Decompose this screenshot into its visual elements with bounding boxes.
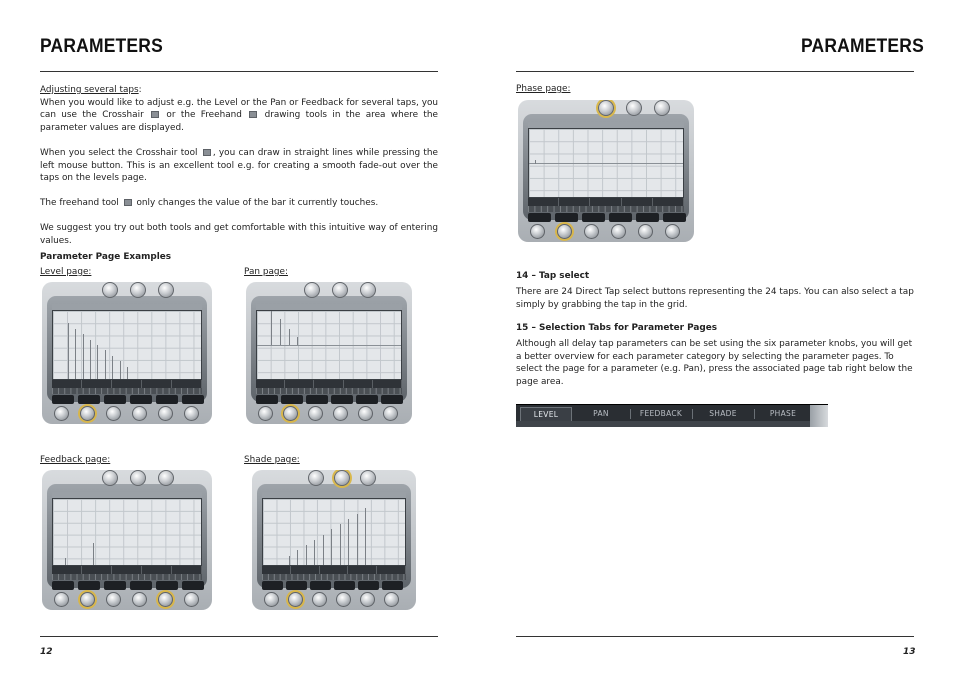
adjusting-section: Adjusting several taps: When you would like to adjust e.g. the Level or the Pan or Feedback for several taps, you can use the Crosshair or the Freehand drawing tools in the area where the parameter values are displayed. bbox=[40, 85, 438, 133]
parameter-tab-strip bbox=[516, 404, 828, 427]
feedback-page-screenshot bbox=[42, 470, 212, 610]
suggestion-paragraph: We suggest you try out both tools and get comfortable with this intuitive way of entering values. bbox=[40, 223, 438, 246]
section-15-body: Although all delay tap parameters can be set using the six parameter knobs, you will get a better overview for each parameter category by selecting the parameter pages. To select the page for a parameter (e.g. Pan), press the associated page tab right below the page area. bbox=[516, 339, 913, 387]
page-number-right: 13 bbox=[903, 647, 916, 657]
freehand-tool-icon bbox=[249, 111, 257, 118]
caption-phase: Phase page: bbox=[516, 84, 571, 94]
crosshair-paragraph: When you select the Crosshair tool , you can draw in straight lines while pressing the left mouse button. This is an excellent tool e.g. for creating a smooth fade-out over the taps on the levels page. bbox=[40, 148, 438, 184]
tab-phase[interactable]: PHASE bbox=[769, 409, 797, 418]
page-number-left: 12 bbox=[40, 647, 53, 657]
tab-shade[interactable]: SHADE bbox=[709, 409, 737, 418]
heading-rule-right bbox=[516, 71, 914, 72]
shade-page-screenshot bbox=[252, 470, 416, 610]
footer-rule-left bbox=[40, 636, 438, 637]
section-15-title: 15 – Selection Tabs for Parameter Pages bbox=[516, 323, 718, 333]
page-heading-right: PARAMETERS bbox=[801, 36, 924, 57]
adjusting-title: Adjusting several taps bbox=[40, 85, 139, 95]
caption-shade: Shade page: bbox=[244, 455, 300, 465]
caption-feedback: Feedback page: bbox=[40, 455, 111, 465]
examples-heading: Parameter Page Examples bbox=[40, 252, 172, 262]
section-14-title: 14 – Tap select bbox=[516, 271, 590, 281]
crosshair-tool-icon bbox=[151, 111, 159, 118]
tab-feedback[interactable]: FEEDBACK bbox=[639, 409, 683, 418]
footer-rule-right bbox=[516, 636, 914, 637]
page-heading-left: PARAMETERS bbox=[40, 36, 163, 57]
caption-pan: Pan page: bbox=[244, 267, 288, 277]
freehand-paragraph: The freehand tool only changes the value of the bar it currently touches. bbox=[40, 198, 379, 208]
tab-pan[interactable]: PAN bbox=[593, 409, 609, 418]
caption-level: Level page: bbox=[40, 267, 92, 277]
pan-page-screenshot bbox=[246, 282, 412, 424]
phase-page-screenshot bbox=[518, 100, 694, 242]
freehand-tool-icon bbox=[124, 199, 132, 206]
crosshair-tool-icon bbox=[203, 149, 211, 156]
level-page-screenshot bbox=[42, 282, 212, 424]
section-14-body: There are 24 Direct Tap select buttons representing the 24 taps. You can also select a tap simply by grabbing the tap in the grid. bbox=[516, 287, 914, 310]
heading-rule-left bbox=[40, 71, 438, 72]
tab-level[interactable]: LEVEL bbox=[520, 407, 572, 421]
